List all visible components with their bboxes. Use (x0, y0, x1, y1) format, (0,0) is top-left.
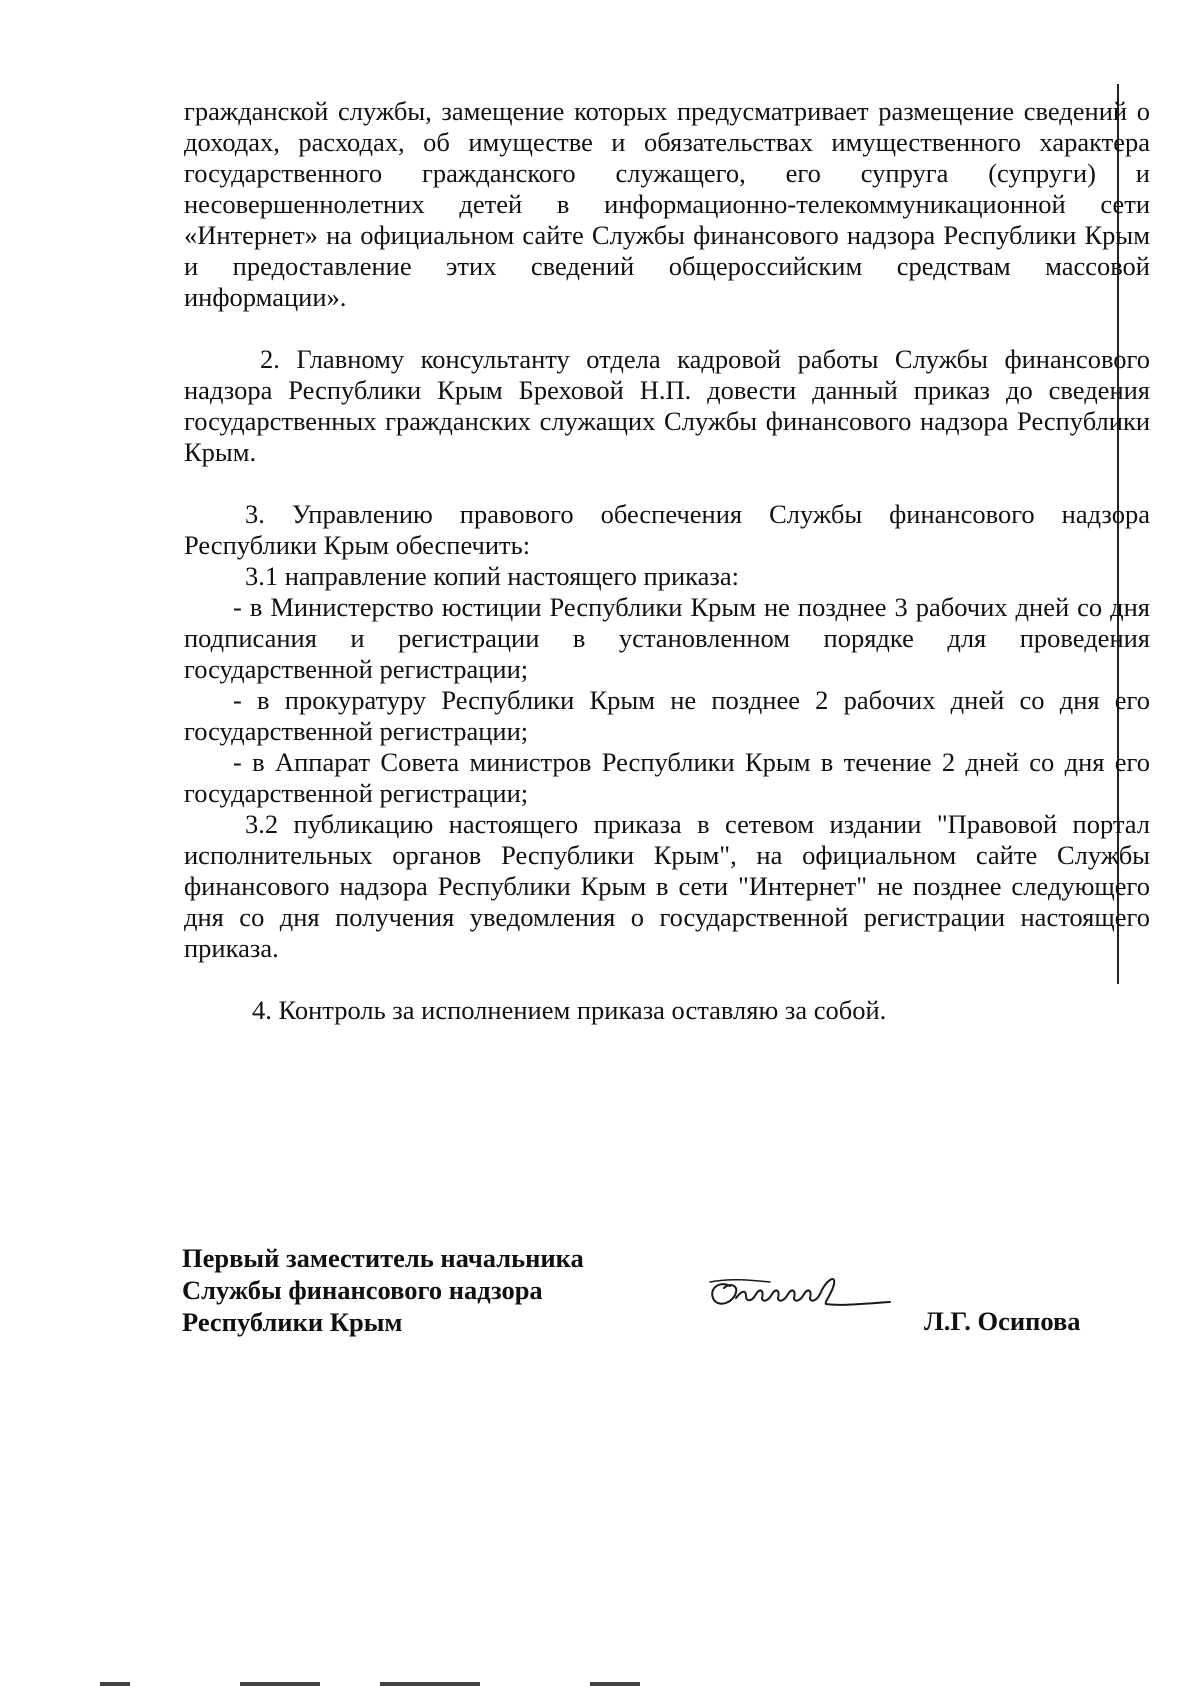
paragraph-item-4: 4. Контроль за исполнением приказа оставляю за собой. (252, 995, 887, 1025)
paragraph-item-3-1: 3.1 направление копий настоящего приказа: (245, 561, 739, 591)
paragraph-item-3-2: 3.2 публикацию настоящего приказа в сетевом издании "Правовой портал исполнительных органов Республики Крым", на официальном сайте Службы финансового надзора Республики Крым в сети "Интернет" не позднее следующего дня со дня получения уведомления о государственной регистрации настоящего приказа. (184, 809, 1150, 963)
signatory-position (182, 1242, 584, 1338)
position-line: Службы финансового надзора (182, 1275, 543, 1305)
handwritten-signature (700, 1268, 900, 1318)
paragraph-intro-continued: гражданской службы, замещение которых предусматривает размещение сведений о доходах, расходах, об имуществе и обязательствах имущественного характера государственного гражданского служащего, его супруга (супруги) и несовершеннолетних детей в информационно-телекоммуникационной сети «Интернет» на официальном сайте Службы финансового надзора Республики Крым и предоставление этих сведений общероссийским средствам массовой информации». (184, 96, 1150, 312)
signatory-name: Л.Г. Осипова (924, 1306, 1081, 1336)
position-line: Первый заместитель начальника (182, 1243, 584, 1273)
position-line: Республики Крым (182, 1307, 403, 1337)
paragraph-item-3: 3. Управлению правового обеспечения Службы финансового надзора Республики Крым обеспечить: (184, 499, 1150, 560)
document-body (184, 96, 1150, 1026)
paragraph-item-2: 2. Главному консультанту отдела кадровой работы Службы финансового надзора Республики Крым Бреховой Н.П. довести данный приказ до сведения государственных гражданских служащих Службы финансового надзора Республики Крым. (184, 344, 1150, 467)
paragraph-ministry-justice: - в Министерство юстиции Республики Крым не позднее 3 рабочих дней со дня подписания и регистрации в установленном порядке для проведения государственной регистрации; (184, 592, 1150, 684)
paragraph-council-apparatus: - в Аппарат Совета министров Республики Крым в течение 2 дней со дня его государственной регистрации; (184, 747, 1150, 808)
paragraph-prosecutor: - в прокуратуру Республики Крым не позднее 2 рабочих дней со дня его государственной регистрации; (184, 685, 1150, 746)
scan-bottom-marks (0, 1680, 1200, 1692)
